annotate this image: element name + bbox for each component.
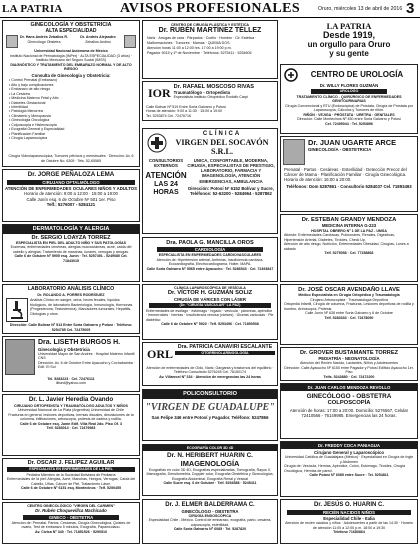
ad-body: Ortopedia infantil, Cirugía de columna, Fracturas, Lesiones deportivas de rodilla y hombro, Artroscopía, Prótesis. — [284, 302, 414, 311]
ad-avendano-llave — [280, 284, 418, 345]
ad-phone: Telf. 5275058 · Cel. 77158868 — [324, 251, 374, 256]
ad-subtitle: Especialidad Chile - Italia — [323, 515, 375, 521]
ad-category-bar: OTORRINOLARINGOLOGÍA — [175, 351, 275, 355]
doctor-photo — [6, 35, 18, 48]
ad-gineco-alta — [2, 20, 140, 167]
ad-title: Dr. GROVER BUSTAMANTE TORREZ — [300, 350, 398, 356]
ad-address: Calle 6 de Octubre Nº 5920 · Telf. 5253496 · Cel. 71850508 — [161, 322, 259, 327]
ad-subtitle: Dr. ROLANDO A. PORRES RODRÍGUEZ — [37, 292, 105, 297]
services-list — [3, 78, 139, 141]
ad-phone: Tel. 5283223 · Cel. 72476111 — [47, 377, 95, 381]
ad-hours: Horas de atención: 9:00 a 11:30 · 15:00 a 19:00 — [146, 109, 223, 114]
ad-hours: Horario de atención: 9:00 a 12:00 · 15:00 a 19:00 — [24, 191, 118, 197]
ad-cirugia-estetica — [142, 20, 278, 79]
ad-title: Dr. SERGIO LOAYZA TORREZ — [31, 234, 111, 241]
ad-subtitle: ALTA ESPECIALIDAD — [45, 27, 97, 34]
page-number: 3 — [406, 0, 415, 17]
doctor-photo — [124, 35, 136, 48]
service-item: • Ecografia General y Especialidad — [9, 127, 65, 132]
ad-phone: Teléfonos: Dom 5287861 · Consultorio 5284037 Cel. 71893493 — [286, 183, 412, 189]
ad-subtitle: GINECÓLOGO - OBSTETRA — [181, 508, 239, 514]
ad-address: Av. Cívica Nº 340 · Tel. 71851526 · 5290510 — [35, 529, 107, 534]
ad-title: Dr. RAFAEL MOSCOSO RIVAS — [173, 84, 254, 90]
ad-category-bar: DERMATOLOGÍA Y ALERGIA — [3, 225, 139, 234]
ad-address: Dirección: Calle Ayacucho Nº 6150 entre Pagador y Potosí Edificio Ayacucho 1er. Piso — [284, 365, 414, 375]
service-item: • Control Prenatal (Embarazo) — [9, 78, 57, 83]
ad-body: Nariz · Arrugas de cara · Párpados · Cuello · Hombro · Cir. Estética · Malformaciones · Tumores · Mamas · QUEMA DOS. — [147, 36, 257, 45]
ad-category-bar: RECIÉN NACIDOS NIÑOS — [287, 510, 411, 515]
ad-address: Dirección: Calle Bolívar Nº 513 Entre Soria Galvarro y Potosí · Teléfono: 5254785 Cel. 72475005 — [9, 323, 133, 332]
ad-slogan: un orgullo para Oruro — [307, 40, 391, 50]
institution: HOSPITAL OBRERO Nº 1 DE LA PAZ - UMSA — [311, 228, 387, 233]
ad-title: Dra. PATRICIA CANAVIRI ESCALANTE — [177, 344, 273, 350]
ad-subtitle: MEDICINA INTERNA G-223 — [321, 223, 377, 229]
ad-body: Atención del Recién Nacido, Lactantes, Niños y Adolescentes — [299, 361, 399, 366]
institution: Universidad Católica de Guadalajara (México) · Especialidad en Cirugía de Ingle y Abdomen — [284, 455, 414, 464]
ad-body: Atención de horas: 17:00 a 20:00. Domicilio: 5276567, Celular 72410566 - 76149985. Emergencias las 24 horas. — [289, 407, 409, 418]
service-item: • Patología Menorrea — [9, 109, 43, 114]
page-title: AVISOS PROFESIONALES — [120, 1, 301, 16]
ad-title: VIRGEN DEL SOCAVÓN S.R.L. — [175, 137, 269, 156]
ad-title: Dr. ESTEBAN GRANDY MENDOZA — [301, 217, 397, 223]
ad-heredia-ovando — [2, 394, 140, 456]
ad-title: Dr. L. Javier Heredia Ovando — [28, 396, 114, 403]
ad-subtitle: Dr. WILLY FLORES GUZMÁN — [319, 83, 379, 88]
ad-body: Prenatal · Partos · Cesáreas · Esterilidad · Detección Precoz del Cáncer de Mama · Planificación Familiar · Cirugía Ginecológica. Horario de atención: 16:00 a 20:00. — [284, 167, 407, 183]
ad-title: "VIRGEN DE GUADALUPE" — [145, 401, 275, 413]
ad-subtitle: Pediatra Miembro de la Sociedad Boliviana de Pediatría — [26, 472, 116, 477]
ad-title: Dr. N. HERIBERT HUARIN C. — [167, 452, 253, 460]
ad-email: lilised@yahoo.com — [55, 381, 87, 386]
ad-centro-urologia — [280, 64, 418, 134]
ad-title: LABORATORIO ANÁLISIS CLÍNICO — [27, 286, 115, 292]
service-item: • Diabetes Gestacional — [9, 100, 46, 105]
ad-penaloza — [2, 169, 140, 222]
ad-phone: Telfs. 5243880 · Cel. 72472200 — [323, 374, 375, 379]
ad-address: Calle Sucre esq. 6 de Octubre · Telf. 5254588 · 5245411 — [163, 481, 257, 486]
ad-grandy-mendoza — [280, 214, 418, 282]
ad-subtitle: CIRUGÍA DE VÁRICES CON LÁSER — [174, 296, 246, 302]
ad-slogan: y su gente — [329, 49, 369, 59]
ad-clinica-socavon — [142, 128, 278, 234]
institution: Universidad Nacional de La Plata (Argentina) Universidad de Chile — [17, 408, 125, 413]
ad-policonsultorio-guadalupe — [142, 389, 278, 441]
ad-address: Calle Junín esq. 6 de Octubre Nº 501 1er. Piso — [26, 196, 116, 202]
ad-body: Enfermedades de esófago · estómago · hígado · vesícula · páncreas, apéndice · hemorroides · hernias · Insuficiencia venosa (várices) · Úlceras varicosas · Pie diabético — [146, 308, 274, 322]
ad-body: Análisis Clínico en sangre, orina, heces fecales, líquidos biológicos, de laboratorio Bacteriología, Inmunología, Hormonas (Progesterona, Testosterona), Marcadores tumorales, Hepatitis, Citologías y otros — [30, 298, 133, 316]
ad-felipez-aguilar — [2, 458, 140, 500]
ad-body: Atención de: Hipertensión arterial, Arritmias, Insuficiencia cardíaca, Ecocardiografía, Electrocardiograma, Holter, MAPA. — [156, 257, 264, 267]
ad-body: DIAGNÓSTICO Y TRATAMIENTO DEL EMBARAZO NORMAL Y DE ALTO RIESGO — [10, 62, 132, 72]
ad-address: Dirección: Calle Montecinos Nº 450 entre Soria Galvarro y Potosí — [297, 117, 401, 122]
ad-title: Dr. J. ELMER BALDERRAMA C. — [165, 502, 255, 508]
ad-address: Calle Soria Galvarro Nº 6085 · Tel. 5287820 — [173, 527, 247, 532]
ad-subtitle: PEDIATRÍA - NEONATOLOGÍA — [318, 356, 380, 362]
service-item: • Planificación Familiar — [9, 131, 46, 136]
ad-body: Universidad Mayor de San Andrés · Hospital Materno Infantil CNS — [38, 351, 135, 361]
ad-subtitle: Ginecología y Obstetricia — [38, 346, 90, 352]
ad-phone: Tel. 5253874 Cel. 72476716 — [146, 113, 191, 118]
ad-mendoza-revollo — [280, 383, 418, 439]
ad-subtitle: Médico Especialista en Cirugía Ortopédica y Traumatología — [298, 293, 400, 298]
ad-title: Dr. FREDDY COCA PANIAGUA — [281, 442, 417, 449]
ad-body: Atención de: Prenatal, Partos, Cesáreas, Cirugía Ginecológica, Quistes de ovario, Test de embarazo 5 minutos, Ecografía, Papanicolaou. — [11, 520, 131, 530]
institution: Universidad Nacional Autónoma de México — [34, 49, 108, 54]
ad-address: San Felipe 346 entre Potosí y Pagador. Teléfono: 5247866 — [151, 414, 269, 420]
ad-body: Enfermedades de la piel: Alergias, Acné, Manchas, Hongos, Verrugas, Caída del Cabello, Uñas, Cáncer de Piel, Tratamiento Láser. — [6, 477, 136, 486]
ad-phone: Telf.: 5276007 - 5284121 — [46, 201, 96, 207]
ad-dermato — [2, 224, 140, 282]
ad-body: Eczemas, enfermedades venéreas, alergias mucocutáneas, acné, caída del cabello y alergias. Tratamiento de manchas, lunares, verrugas y arrugas. — [10, 245, 132, 254]
ad-subtitle: CIRUJANO ORTOPEDISTA Y TRAUMATÓLOGO ADULTOS Y NIÑOS — [14, 403, 128, 408]
ad-mancilla-oros — [142, 237, 278, 282]
ad-phone: Teléfono 71680864 — [333, 530, 365, 535]
ad-hours: Atención horas 11:00 a 12:00 hrs. 17:00 a 19:00 p.m. — [147, 46, 232, 51]
microscope-icon — [6, 298, 28, 322]
ad-subtitle: Dr. RUBÉN MARTÍNEZ TÉLLEZ — [158, 27, 262, 35]
ad-subtitle: Dr. Rubén Choquevillca Machicado — [35, 508, 107, 514]
ad-bustamante-pediatria — [280, 347, 418, 381]
ad-category-bar: ESPECIALISTA EN ENFERMEDADES DE LA PIEL — [7, 467, 135, 471]
ad-body: Instituto Nacional de Perinatología (INPer) · ALTA ESPECIALIDAD (3 años) · Instituto Mexicano del Seguro Social (IMSS) — [9, 53, 133, 63]
ad-body: Atiende: Enfermedades Cardíacas, Pulmonares, Renales, Digestivas, Hipertensión Arterial, Diabetes, Tiroides, Check Up. — [284, 233, 395, 242]
ad-guzman-soliz — [142, 284, 278, 340]
ad-footer: Cirugía Videolaparoscópica, Tumores pélvicos y menstruales · Dirección: Av. 6 de Octubre No. 6305 · Tels. 52-65565 — [8, 154, 134, 163]
ad-ior-moscoso — [142, 81, 278, 121]
ad-category-bar: POLICONSULTORIO — [143, 390, 277, 399]
ad-title: Dr. JORGE PEÑALOZA LEMA — [27, 171, 115, 178]
section-name: LA PATRIA — [2, 3, 63, 15]
doctor-name: Dr. Hans Andrés Zeballos R. — [20, 35, 68, 40]
ad-subtitle: Traumatólogo - Ortopedista — [173, 90, 231, 96]
service-item: • Medicina Materno Fetal y Alto — [9, 96, 59, 101]
ad-body: Especialista Instituto Ortopédico Rodolfo Carpi — [173, 95, 248, 100]
ad-body: Cirugía Convencional y RTU (Endoscópica) de Próstata, Cirugía de Próstata por Laparoscopía, Cálculos y Tumores de riñón. — [285, 103, 413, 113]
ad-title: CENTRO DE UROLOGÍA — [310, 69, 404, 79]
ad-attention: ATENCIÓN — [145, 171, 187, 181]
ad-subtitle-2: COLPOSCOPÍA — [327, 400, 371, 407]
ad-phone: Cel. 72495044 · Tel. 5253896 — [325, 121, 373, 126]
ad-subtitle: GINECOLOGÍA - OBSTETRICIA — [308, 147, 372, 153]
ad-address: Av. Villarroel Nº 234 · Atención de emergencias las 24 horas — [159, 374, 261, 379]
ad-orl-canaviri — [142, 342, 278, 386]
ad-pretitle: CLÍNICA — [202, 131, 242, 137]
service-item: • La Cesárea — [9, 91, 30, 96]
ad-category-bar: (Dr. "CIRUGÍA VASCULAR" LA PAZ) — [149, 303, 271, 307]
service-item: • Embarazo de alto riesgo — [9, 87, 51, 92]
ad-title: Dra. PAOLA G. MANCILLA OROS — [166, 240, 254, 246]
ad-body: Cirugía de: Vesícula, Hernias, Apéndice, Colon, Estómago, Tiroides, Cirugía Oncológica, Hernias de pared. — [284, 464, 406, 473]
ad-title: CENTRO DE CIRUGÍA PLÁSTICA Y ESTÉTICA — [170, 23, 250, 27]
ad-subtitle: Cirujano General y Laparoscópico — [314, 450, 384, 456]
ad-title: Dr. OSCAR J. FELIPEZ AGUILAR — [27, 460, 115, 466]
ad-title: Dr. JOSÉ OSCAR AVENDAÑO LLAVE — [298, 287, 400, 293]
ad-title: CENTRO GINECOLÓGICO "VIRGEN DEL CARMEN" — [27, 504, 115, 508]
ad-laboratorio — [2, 284, 140, 334]
ad-address: Calle Bolívar Nº 519 Entre Soria Galvarro y Potosí — [146, 105, 227, 109]
ad-body: Fracturas en general, lesiones deportivas, hernias discales, desviaciones de la columna, infiltraciones, artroscopía, prótesis de cadera y rodilla. — [8, 412, 134, 422]
ad-address: Calle Junín Nº 638 entre Soria Galvarro y 6 de Octubre — [305, 311, 393, 316]
ad-subtitle-2: CIRUGÍA ENDOSCÓPICA — [188, 513, 232, 518]
ad-subtitle: Desde 1919, — [322, 30, 376, 41]
ad-address: Pagador 5015 y 1º de Noviembre · Teléfonos: 5275411 · 5254605 — [147, 50, 252, 55]
ad-address: Calle 6 de Octubre Nº 6151 esq. Montecinos · Telf. 5250455 — [21, 486, 121, 491]
doctor-role: Zeballos Andino — [85, 39, 111, 44]
ad-imagenologia-huarin — [142, 444, 278, 496]
ad-subtitle: IMAGENOLOGÍA — [180, 458, 240, 468]
ad-phone: Telf. 5283014 · Cel. 72479983 — [46, 426, 96, 431]
ad-title: LA PATRIA — [326, 21, 372, 31]
ad-address: Calle 6 de Octubre esq. Junín Edif. Villa Real 2do. Piso Of. 3 — [20, 421, 122, 426]
urology-logo-icon — [283, 67, 299, 83]
clinic-logo-icon — [145, 132, 169, 154]
ad-hours: LAS 24 HORAS — [153, 180, 179, 196]
ad-la-patria — [280, 20, 418, 62]
ad-body: Atención de alto riesgo, Nutrición, Enfermedades Obesidad, Cirugías, Lunes a sábado — [284, 242, 409, 251]
ad-body: ATENCIÓN DE ENFERMEDADES OCULARES NIÑOS Y ADULTOS — [5, 186, 137, 192]
doctor-name: Dr. Andrés Alejandro — [80, 35, 116, 40]
ad-body: Atención de enfermedades de Oído, Nariz, Garganta y trastornos del equilibrio · Teléfono Consultorio 5276245 Cel. 76150174 — [146, 366, 274, 375]
ad-title: Dr. JUAN UGARTE ARCE — [308, 138, 397, 147]
service-item: • Colposcopia e Histeroscopia — [9, 122, 57, 127]
doctor-photo — [5, 339, 35, 375]
doctor-photo — [283, 139, 305, 165]
service-item: • Cirugía Laparoscópica — [9, 136, 48, 141]
ad-balderrama — [142, 499, 278, 544]
ad-address: Dirección: Potosí Nº 6152 Bolívar y Sucre, Teléfonos: 52-63200 - 5284964 - 5287862 — [188, 185, 274, 197]
ad-address: Calle Potosí Nº 6085 entre Sucre · Tel. 5254811 — [309, 473, 389, 478]
ad-services: UNICA, CONFORTABLE, MODERNA, CIRUGÍA, ESPECIALISTAS DE PRESTIGIO, LABORATORIO, FARMACIA Y IMAGENOLOGÍA, ATENCIÓN EMERGENCIAS, AMBULANCIA — [187, 157, 275, 184]
ad-category-bar: UROLOGO — [311, 89, 387, 93]
ad-title: Dr. JESÚS O. HUARIN C. — [313, 502, 384, 508]
ad-category-bar: GINECO - OBSTETRA — [23, 515, 119, 520]
ad-address: Calle Soria Galvarro Nº 5565 entre Ayacucho · Tel. 5286543 · Cel. 72493847 — [146, 266, 274, 271]
date-line: Oruro, miércoles 13 de abril de 2016 — [318, 6, 403, 12]
ad-burgos — [2, 336, 140, 392]
ad-subtitle: ESPECIALISTA EN ENFERMEDADES CARDIOVASCULARES — [158, 253, 262, 258]
ad-body: RIÑÓN · VEJIGA · PRÓSTATA · URETRA · GENITALES — [303, 112, 395, 117]
page-header — [0, 0, 420, 18]
ad-coca-paniagua — [280, 441, 418, 497]
ad-pretitle: CLÍNICA LAPAROSCÓPICA DE VESÍCULA — [174, 286, 246, 290]
consult-heading: Consulta de Ginecología y Obstetricia: — [31, 72, 111, 78]
service-item: • Alto y bajo complicaciones — [9, 82, 54, 87]
ad-huarin-pediatra — [280, 499, 418, 544]
ad-title: Dr. JUAN CARLOS MENDOZA REVOLLO — [281, 384, 417, 391]
ad-subtitle: GINECÓLOGO - OBSTETRA — [306, 393, 392, 401]
doctor-role: Ginecólogo Obstetra — [27, 39, 61, 44]
ad-phone: Telf. 5283333 · Cel. 72478090 — [324, 315, 374, 320]
service-item: • Ginecologia Oncologica — [9, 118, 50, 123]
ad-body: Especialidad Chile - México. Control de embarazo, ecografía, parto, cesárea, colposcopía, esterilidad. — [148, 518, 272, 527]
ad-address: Calle 6 de Octubre Nº 5905 esq. Junín · Tel. 5257491 - 5249080 Cel. 71843015 — [14, 254, 128, 263]
ad-category-bar: CARDIOLOGÍA — [157, 247, 263, 252]
ad-body: TRATAMIENTO CLÍNICO - QUIRÚRGICO DE ENFERMEDADES GENITOURINARIAS — [296, 94, 402, 104]
ad-label: CONSULTORIOS EXTERNOS — [148, 157, 184, 168]
ad-address: Dirección: Av. 6 de Octubre Entre Ayacucho y Cochabamba · Edif. El Sol — [38, 360, 135, 370]
ad-body: Atención de recién nacidos y niños · Adolescentes a partir de las 14:30 · Horario de atención 11:00 a 12:00 p.m. 18:00 a 19:30 — [285, 521, 413, 530]
ad-category-bar: ECOGRAFÍA COLOR 3D 4D — [143, 445, 277, 451]
ad-ugarte-arce — [280, 136, 418, 212]
service-item: • Infertilidad — [9, 105, 28, 109]
ior-logo: IOR — [148, 86, 171, 100]
ad-title: Dr. VÍCTOR H. GUZMÁN SOLIZ — [167, 290, 253, 297]
institution: Cirujano Artroscopista · Traumatología Deportiva — [310, 297, 388, 302]
ad-subtitle: ESPECIALISTA EN PIEL DEL ADULTO NIÑO Y SUS PATOLOGÍAS — [15, 240, 127, 245]
ad-title: Dra. LISETH BURGOS H. — [38, 339, 121, 346]
service-item: • Climaterio y Menopausia — [9, 113, 51, 118]
ad-virgen-del-carmen — [2, 502, 140, 544]
orl-logo: ORL — [147, 347, 174, 361]
ad-subtitle: CIRUJANO OFTALMÓLOGO — [7, 180, 135, 185]
ad-body: Ecografías en color 3D 4D, Ecografías especializadas, Tomografía, Rayos X, Mamografía, Densitometría, Doppler color, Ecografía Obstétrica y Ginecológica, Ecografía Abdominal, Ecografía Renal y Vesical — [146, 467, 274, 481]
ad-title: GINECOLOGÍA Y OBSTETRICIA — [30, 22, 112, 28]
